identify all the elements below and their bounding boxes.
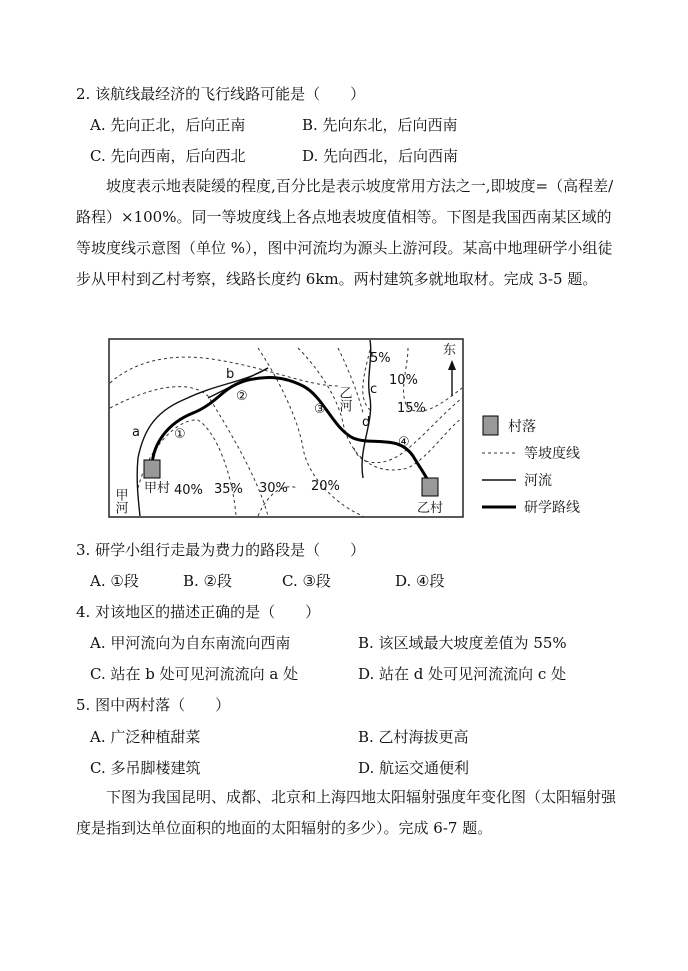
- q3-option-b: B. ②段: [183, 572, 233, 590]
- intro-6-7: [76, 782, 616, 844]
- intro-3-5: [76, 171, 616, 295]
- legend-village: [482, 414, 536, 438]
- q4-option-b: B. 该区域最大坡度差值为 55%: [358, 634, 567, 652]
- q2-option-d: D. 先向西北，后向西南: [302, 147, 459, 165]
- q5-option-b: B. 乙村海拔更高: [358, 728, 469, 746]
- legend-contour: [482, 441, 580, 465]
- river-line-icon: [482, 475, 516, 485]
- q2-stem: 2. 该航线最经济的飞行线路可能是（ ）: [76, 85, 366, 103]
- label-40pct: 40%: [174, 483, 203, 498]
- intro-3-5-text: 坡度表示地表陡缓的程度,百分比是表示坡度常用方法之一,即坡度=（高程差/路程）×100%。同一等坡度线上各点地表坡度值相等。下图是我国西南某区域的等坡度线示意图（单位 %），图中河流均为源头上游河段。某高中地理研学小组徒步从甲村到乙村考察，线路长度约 6km。两村建筑多就地取材。完成 3-5 题。: [76, 177, 614, 288]
- q5-option-c: C. 多吊脚楼建筑: [90, 759, 201, 777]
- q5-option-d: D. 航运交通便利: [358, 759, 470, 777]
- label-east: 东: [443, 343, 457, 358]
- label-yi-river: 乙河: [336, 386, 352, 412]
- q4-stem: 4. 对该地区的描述正确的是（ ）: [76, 603, 321, 621]
- yi-village-marker: [422, 478, 438, 496]
- label-20pct: 20%: [311, 479, 340, 494]
- contour-line-icon: [482, 448, 516, 458]
- q3-stem: 3. 研学小组行走最为费力的路段是（ ）: [76, 541, 366, 559]
- q3-option-c: C. ③段: [282, 572, 331, 590]
- legend-river-label: 河流: [524, 473, 552, 489]
- legend-route-label: 研学路线: [524, 500, 580, 516]
- label-15pct: 15%: [397, 401, 426, 416]
- label-yi-village: 乙村: [417, 501, 444, 516]
- q5-stem: 5. 图中两村落（ ）: [76, 696, 231, 714]
- legend-route: [482, 495, 580, 519]
- label-5pct: 5%: [370, 351, 391, 366]
- label-segment-2: ②: [236, 389, 248, 404]
- jia-village-marker: [144, 460, 160, 478]
- label-jia-village: 甲村: [144, 481, 171, 496]
- q3-option-a: A. ①段: [90, 572, 139, 590]
- label-b: b: [226, 367, 235, 382]
- intro-6-7-text: 下图为我国昆明、成都、北京和上海四地太阳辐射强度年变化图（太阳辐射强度是指到达单位面积的地面的太阳辐射的多少）。完成 6-7 题。: [76, 788, 617, 837]
- label-30pct: 30%: [259, 481, 288, 496]
- q2-option-c: C. 先向西南，后向西北: [90, 147, 246, 165]
- q2-option-a: A. 先向正北，后向正南: [90, 116, 246, 134]
- q3-option-d: D. ④段: [395, 572, 445, 590]
- q5-option-a: A. 广泛种植甜菜: [90, 728, 201, 746]
- q4-option-d: D. 站在 d 处可见河流流向 c 处: [358, 665, 567, 683]
- legend-river: [482, 468, 552, 492]
- q4-option-c: C. 站在 b 处可见河流流向 a 处: [90, 665, 299, 683]
- route-line-icon: [482, 502, 516, 512]
- q4-option-a: A. 甲河流向为自东南流向西南: [90, 634, 291, 652]
- legend-contour-label: 等坡度线: [524, 446, 580, 462]
- legend-village-label: 村落: [508, 419, 536, 435]
- label-d: d: [362, 415, 371, 430]
- label-c: c: [370, 382, 378, 397]
- q2-option-b: B. 先向东北，后向西南: [302, 116, 458, 134]
- label-35pct: 35%: [214, 482, 243, 497]
- label-a: a: [132, 425, 140, 440]
- label-segment-1: ①: [174, 427, 186, 442]
- label-segment-4: ④: [398, 435, 410, 450]
- village-icon: [482, 415, 500, 437]
- label-10pct: 10%: [389, 373, 418, 388]
- label-jia-river: 甲河: [112, 488, 128, 514]
- label-segment-3: ③: [314, 402, 326, 417]
